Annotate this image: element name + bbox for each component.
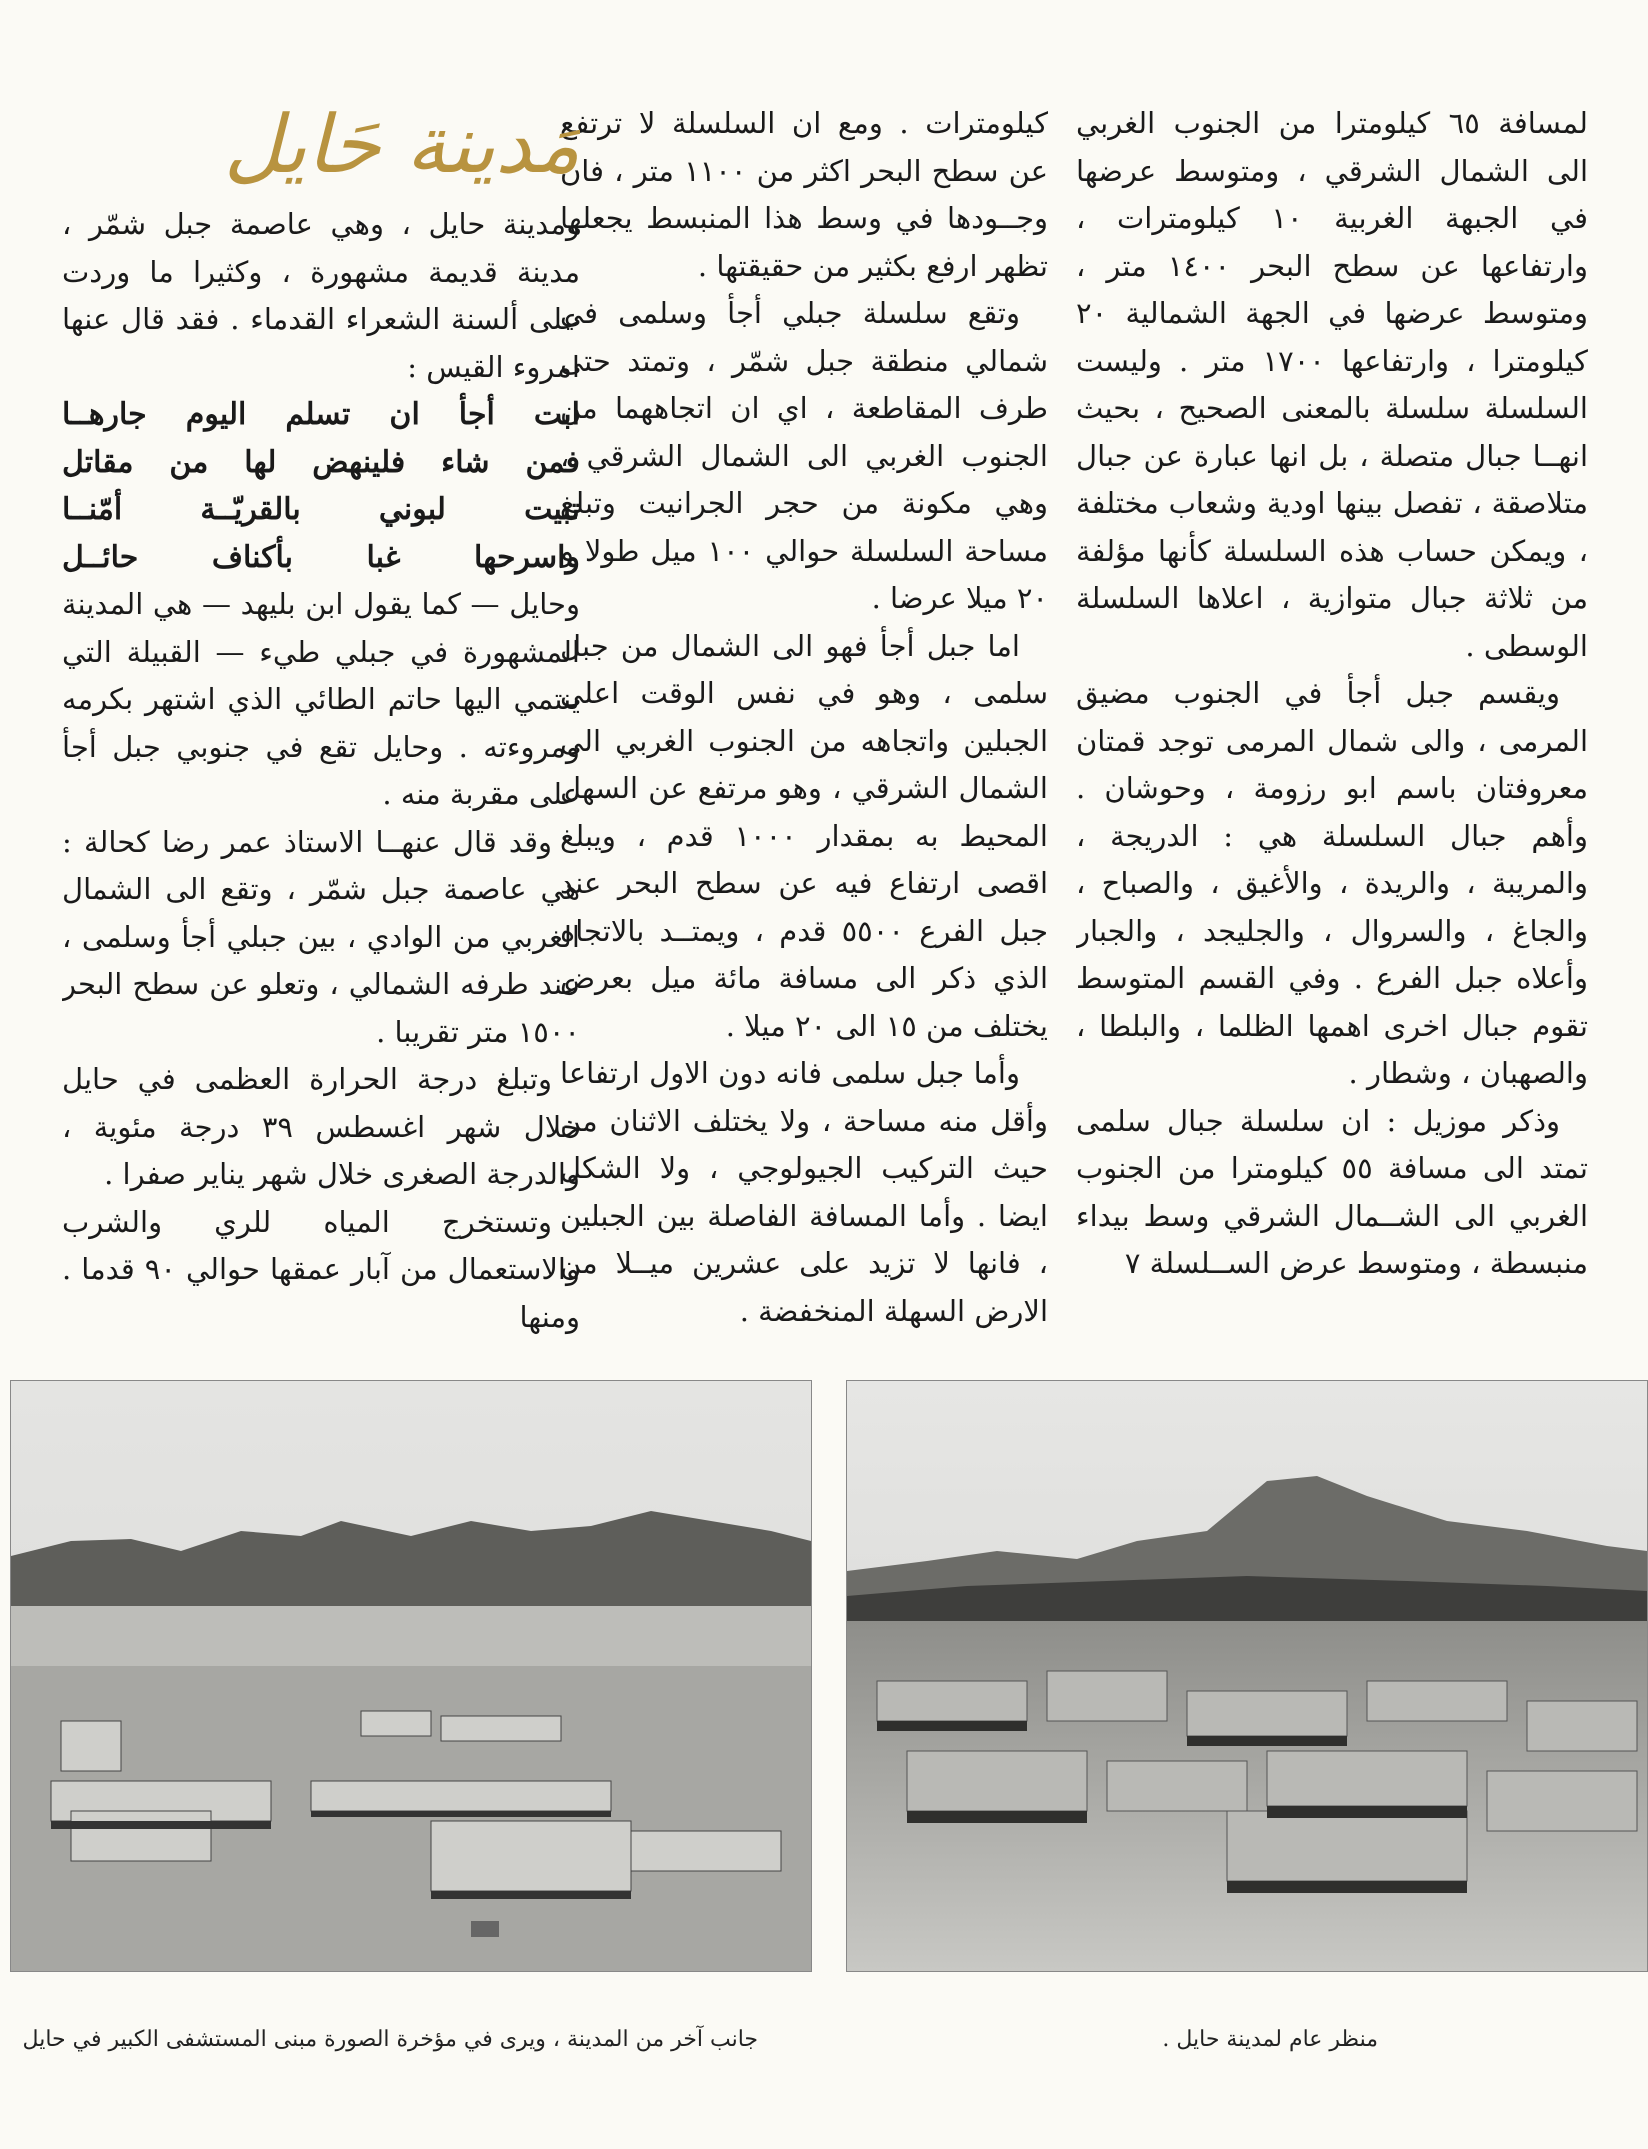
- paragraph: ويقسم جبل أجأ في الجنوب مضيق المرمى ، والى شمال المرمى توجد قمتان معروفتان باسم ابو رزومة ، وحوشان . وأهم جبال السلسلة هي : الدريجة ، والمريبة ، والريدة ، والأغيق ، والصباح ، والجاغ ، والسروال ، والجليجد ، والجبار وأعلاه جبل الفرع . وفي القسم المتوسط تقوم جبال اخرى اهمها الظلما ، والبلطا ، والصهبان ، وشطار .: [1076, 676, 1588, 1090]
- poem-line: فمن شاء فلينهض لها من مقاتل: [62, 444, 580, 480]
- photo-city-other-side: [10, 1380, 812, 1972]
- paragraph: كيلومترات . ومع ان السلسلة لا ترتفع عن سطح البحر اكثر من ١١٠٠ متر ، فان وجــودها في وسط هذا المنبسط يجعلها تظهر ارفع بكثير من حقيقتها .: [560, 106, 1048, 283]
- poem-line: ابت أجأ ان تسلم اليوم جارهــا: [62, 397, 580, 432]
- article-column-middle: [560, 100, 1048, 1335]
- page-title: مَدينة حَايل: [223, 98, 580, 191]
- photo-city-general-view: [846, 1380, 1648, 1972]
- article-column-left: [62, 95, 580, 1341]
- paragraph: وحايل — كما يقول ابن بليهد — هي المدينة المشهورة في جبلي طيء — القبيلة التي ينتمي اليها حاتم الطائي الذي اشتهر بكرمه ومروءته . وحايل تقع في جنوبي جبل أجأ على مقربة منه .: [62, 587, 580, 811]
- photo-caption-right: منظر عام لمدينة حايل .: [1162, 2027, 1378, 2052]
- poem-line: تبيت لبوني بالقريّــة أمّنــا: [62, 492, 580, 527]
- paragraph: وذكر موزيل : ان سلسلة جبال سلمى تمتد الى مسافة ٥٥ كيلومترا من الجنوب الغربي الى الشــمال الشرقي وسط بيداء منبسطة ، ومتوسط عرض الســلسلة ٧: [1076, 1103, 1588, 1280]
- city-photo-illustration: [11, 1381, 811, 1971]
- article-column-right: [1076, 100, 1588, 1288]
- paragraph: وقد قال عنهــا الاستاذ عمر رضا كحالة : هي عاصمة جبل شمّر ، وتقع الى الشمال الغربي من الوادي ، بين جبلي أجأ وسلمى ، عند طرفه الشمالي ، وتعلو عن سطح البحر ١٥٠٠ متر تقريبا .: [62, 824, 580, 1049]
- photo-caption-left: جانب آخر من المدينة ، ويرى في مؤخرة الصورة مبنى المستشفى الكبير في حايل: [22, 2027, 758, 2052]
- paragraph: اما جبل أجأ فهو الى الشمال من جبل سلمى ، وهو في نفس الوقت اعلى الجبلين واتجاهه من الجنوب الغربي الى الشمال الشرقي ، وهو مرتفع عن السهل المحيط به بمقدار ١٠٠٠ قدم ، ويبلغ اقصى ارتفاع فيه عن سطح البحر عند جبل الفرع ٥٥٠٠ قدم ، ويمتــد بالاتجاه الذي ذكر الى مسافة مائة ميل بعرض يختلف من ١٥ الى ٢٠ ميلا .: [560, 628, 1048, 1043]
- paragraph: وتقع سلسلة جبلي أجأ وسلمى في شمالي منطقة جبل شمّر ، وتمتد حتى طرف المقاطعة ، اي ان اتجاههما من الجنوب الغربي الى الشمال الشرقي ، وهي مكونة من حجر الجرانيت وتبلغ مساحة السلسلة حوالي ١٠٠ ميل طولا و ٢٠ ميلا عرضا .: [560, 296, 1048, 615]
- paragraph: ومدينة حايل ، وهي عاصمة جبل شمّر ، مدينة قديمة مشهورة ، وكثيرا ما وردت على ألسنة الشعراء القدماء . فقد قال عنها امروء القيس :: [62, 207, 580, 384]
- paragraph: وتبلغ درجة الحرارة العظمى في حايل خلال شهر اغسطس ٣٩ درجة مئوية ، والدرجة الصغرى خلال شهر يناير صفرا .: [62, 1062, 580, 1191]
- poem-line: واسرحها غبا بأكناف حائــل: [62, 539, 580, 575]
- paragraph: وتستخرج المياه للري والشرب والاستعمال من آبار عمقها حوالي ٩٠ قدما . ومنها: [62, 1204, 580, 1334]
- city-photo-illustration: [847, 1381, 1647, 1971]
- paragraph: لمسافة ٦٥ كيلومترا من الجنوب الغربي الى الشمال الشرقي ، ومتوسط عرضها في الجبهة الغربية ١٠ كيلومترات ، وارتفاعها عن سطح البحر ١٤٠٠ متر ، ومتوسط عرضها في الجهة الشمالية ٢٠ كيلومترا ، وارتفاعها ١٧٠٠ متر . وليست السلسلة سلسلة بالمعنى الصحيح ، بحيث انهــا جبال متصلة ، بل انها عبارة عن جبال متلاصقة ، تفصل بينها اودية وشعاب مختلفة ، ويمكن حساب هذه السلسلة كأنها مؤلفة من ثلاثة جبال متوازية ، اعلاها السلسلة الوسطى .: [1076, 106, 1588, 663]
- paragraph: وأما جبل سلمى فانه دون الاول ارتفاعا وأقل منه مساحة ، ولا يختلف الاثنان من حيث التركيب الجيولوجي ، ولا الشكل ايضا . وأما المسافة الفاصلة بين الجبلين ، فانها لا تزيد على عشرين ميــلا من الارض السهلة المنخفضة .: [560, 1056, 1048, 1328]
